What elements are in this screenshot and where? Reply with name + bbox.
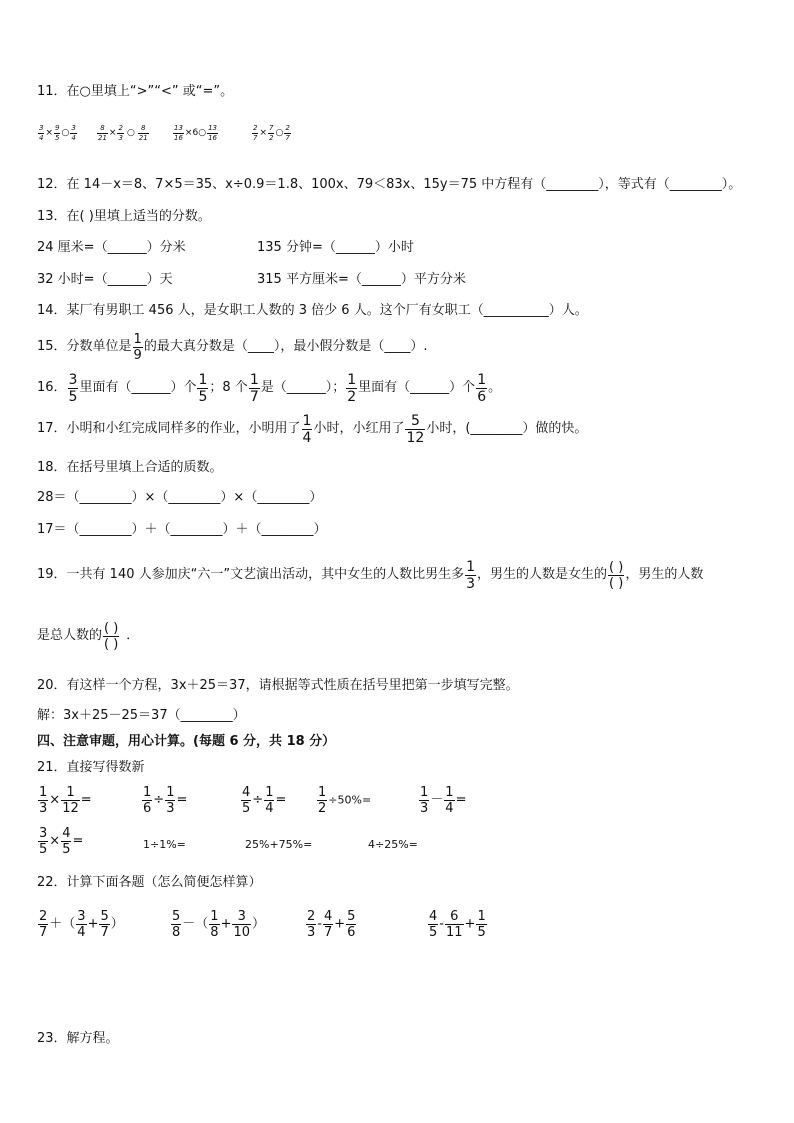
q21-expr-3: $\frac{4}{5}$ ÷ $\frac{1}{4}$ = [242, 785, 287, 816]
fraction: $\frac{2}{7}$ [285, 123, 290, 142]
section-heading: 四、注意审题，用心计算。(每题 6 分，共 18 分） [37, 734, 336, 749]
question-17: 17．小明和小红完成同样多的作业，小明用了 $\frac{1}{4}$ 小时，小红用了 $\frac{5}{12}$ 小时，(________）做的快。 [37, 412, 588, 446]
q22-problem-1: $\frac{2}{7}$ ＋（ $\frac{3}{4}$ + $\frac{5}{7}$ ） [39, 909, 124, 940]
q22-problem-3: $\frac{2}{3}$ - $\frac{4}{7}$ + $\frac{5}{6}$ [307, 909, 356, 940]
fraction: $\frac{1}{2}$ [318, 785, 327, 816]
fraction: $\frac{2}{3}$ [118, 123, 123, 142]
q18-row2: 17＝（________）＋（________）＋（________） [37, 522, 327, 537]
fraction: $\frac{4}{5}$ [62, 826, 71, 857]
question-13: 13．在( )里填上适当的分数。 [37, 209, 211, 224]
fraction: $\frac{1}{8}$ [210, 909, 219, 940]
question-11: 11．在○里填上“>”“<” 或“=”。 [37, 84, 234, 99]
question-16: 16． $\frac{3}{5}$ 里面有（______）个 $\frac{1}{5}$ ；8 个 $\frac{1}{7}$ 是（______）； $\frac{1}{2}$ 里面有（______）个 $\frac{1}{6}$ 。 [37, 371, 502, 405]
question-20: 20．有这样一个方程，3x＋25＝37，请根据等式性质在括号里把第一步填写完整。 [37, 678, 519, 693]
fraction: $\frac{5}{7}$ [100, 909, 109, 940]
q13-row1-right: 135 分钟=（______）小时 [257, 240, 414, 255]
fraction: $\frac{6}{11}$ [445, 909, 463, 940]
q21-expr-8: 25%+75%= [245, 838, 313, 851]
question-15: 15．分数单位是 $\frac{1}{9}$ 的最大真分数是（____），最小假分数是（____）. [37, 331, 428, 363]
q13-row2-right: 315 平方厘米=（______）平方分米 [257, 272, 466, 287]
fraction: $\frac{8}{21}$ [98, 123, 107, 142]
fraction: $\frac{3}{10}$ [233, 909, 251, 940]
compare-circle[interactable]: ○ [126, 128, 135, 138]
fraction: $\frac{1}{6}$ [143, 785, 152, 816]
fraction: $\frac{1}{3}$ [420, 785, 429, 816]
question-19-line2: 是总人数的 $\frac{( )}{( )}$ ． [37, 620, 140, 652]
question-18: 18．在括号里填上合适的质数。 [37, 460, 223, 475]
fraction: $\frac{1}{3}$ [166, 785, 175, 816]
q13-row1-left: 24 厘米=（______）分米 [37, 240, 186, 255]
q21-expr-2: $\frac{1}{6}$ ÷ $\frac{1}{3}$ = [143, 785, 188, 816]
fraction: $\frac{13}{16}$ [208, 123, 217, 142]
q11-item-2: $\frac{8}{21}$ × $\frac{2}{3}$ ○ $\frac{8}{21}$ [98, 123, 148, 142]
fraction: $\frac{1}{5}$ [477, 909, 486, 940]
q18-row1: 28＝（________）×（________）×（________） [37, 490, 323, 505]
fraction: $\frac{4}{7}$ [323, 909, 333, 940]
fraction: $\frac{1}{2}$ [347, 371, 357, 405]
fraction: $\frac{2}{3}$ [307, 909, 316, 940]
q21-expr-5: $\frac{1}{3}$ － $\frac{1}{4}$ = [420, 785, 467, 816]
q21-expr-9: 4÷25%= [368, 838, 418, 851]
q21-expr-4: $\frac{1}{2}$ ÷50%= [318, 785, 372, 816]
fraction: $\frac{2}{7}$ [39, 909, 48, 940]
question-23: 23．解方程。 [37, 1031, 119, 1046]
fraction: $\frac{1}{6}$ [477, 371, 487, 405]
fraction: $\frac{1}{12}$ [62, 785, 79, 816]
question-14: 14．某厂有男职工 456 人，是女职工人数的 3 倍少 6 人。这个厂有女职工（__________）人。 [37, 303, 588, 318]
q11-item-3: $\frac{13}{16}$ ×6○ $\frac{13}{16}$ [174, 123, 217, 142]
q20-solve: 解：3x＋25－25＝37（________） [37, 708, 246, 723]
fraction: $\frac{3}{4}$ [39, 123, 44, 142]
fraction: $\frac{3}{5}$ [68, 371, 78, 405]
q21-expr-1: $\frac{1}{3}$ × $\frac{1}{12}$ = [39, 785, 92, 816]
fraction: $\frac{5}{12}$ [406, 412, 425, 446]
fraction: $\frac{1}{9}$ [133, 331, 142, 363]
compare-circle[interactable]: ○ [198, 128, 207, 138]
question-22: 22．计算下面各题（怎么简便怎样算） [37, 875, 262, 890]
fraction: $\frac{3}{4}$ [77, 909, 86, 940]
q22-problem-4: $\frac{4}{5}$ - $\frac{6}{11}$ + $\frac{1}{5}$ [429, 909, 486, 940]
fraction: $\frac{5}{6}$ [347, 909, 356, 940]
q21-expr-6: $\frac{3}{5}$ × $\frac{4}{5}$ = [39, 826, 84, 857]
fraction: $\frac{1}{3}$ [39, 785, 48, 816]
fraction: $\frac{13}{16}$ [174, 123, 183, 142]
fraction: $\frac{1}{4}$ [265, 785, 274, 816]
fraction: $\frac{7}{2}$ [269, 123, 274, 142]
compare-circle[interactable]: ○ [275, 128, 284, 138]
fraction: $\frac{3}{5}$ [39, 826, 48, 857]
fraction: $\frac{8}{21}$ [138, 123, 148, 142]
fraction: $\frac{1}{4}$ [445, 785, 454, 816]
question-21: 21．直接写得数新 [37, 760, 145, 775]
fraction: $\frac{4}{5}$ [429, 909, 438, 940]
q11-item-4: $\frac{2}{7}$ × $\frac{7}{2}$ ○ $\frac{2}{7}$ [253, 123, 290, 142]
fraction: $\frac{3}{4}$ [71, 123, 76, 142]
blank-fraction[interactable]: $\frac{( )}{( )}$ [104, 620, 119, 652]
fraction: $\frac{2}{7}$ [253, 123, 258, 142]
q13-row2-left: 32 小时=（______）天 [37, 272, 173, 287]
fraction: $\frac{1}{7}$ [249, 371, 259, 405]
blank-fraction[interactable]: $\frac{( )}{( )}$ [609, 559, 624, 591]
question-19: 19．一共有 140 人参加庆“六一”文艺演出活动，其中女生的人数比男生多 $\frac{1}{3}$ ，男生的人数是女生的 $\frac{( )}{( )}$ ，男生的人数 [37, 558, 704, 592]
fraction: $\frac{5}{8}$ [172, 909, 181, 940]
q21-expr-7: 1÷1%= [143, 838, 186, 851]
q11-item-1: $\frac{3}{4}$ × $\frac{9}{5}$ ○ $\frac{3}{4}$ [39, 123, 76, 142]
fraction: $\frac{9}{5}$ [55, 123, 60, 142]
fraction: $\frac{1}{5}$ [198, 371, 208, 405]
fraction: $\frac{1}{4}$ [302, 412, 312, 446]
compare-circle[interactable]: ○ [61, 128, 70, 138]
q22-problem-2: $\frac{5}{8}$ －（ $\frac{1}{8}$ + $\frac{3}{10}$ ） [172, 909, 266, 940]
fraction: $\frac{1}{3}$ [466, 558, 476, 592]
fraction: $\frac{4}{5}$ [242, 785, 251, 816]
question-12: 12．在 14－x＝8、7×5＝35、x÷0.9＝1.8、100x、79＜83x、15y＝75 中方程有（________），等式有（________）。 [37, 177, 742, 192]
